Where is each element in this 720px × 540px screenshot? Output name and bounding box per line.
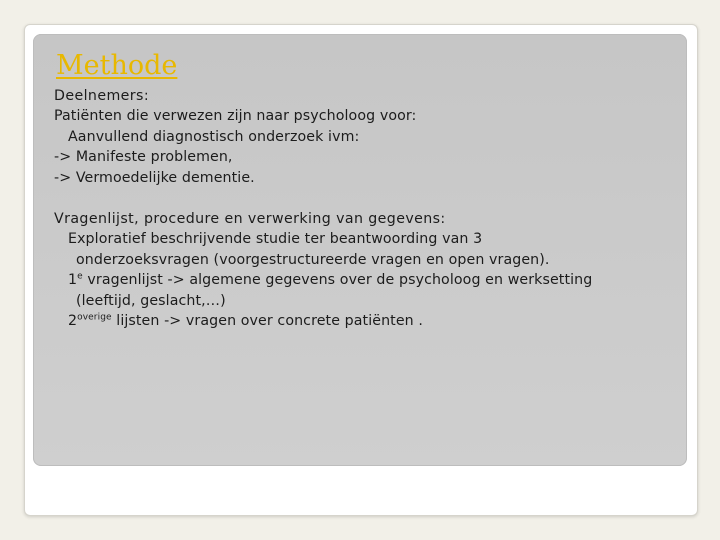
questionnaire-bullet-2 bbox=[54, 270, 684, 290]
slide-title-text: Methode bbox=[56, 50, 178, 81]
slide-title bbox=[56, 52, 177, 79]
bullet-3-sup: overige bbox=[77, 312, 112, 323]
section-heading-participants: Deelnemers: bbox=[54, 88, 149, 104]
participants-bullet-text: Aanvullend diagnostisch onderzoek ivm: bbox=[68, 128, 360, 145]
questionnaire-bullet-1-cont: onderzoeksvragen (voorgestructureerde vragen en open vragen). bbox=[76, 251, 550, 268]
participants-intro: Patiënten die verwezen zijn naar psycholoog voor: bbox=[54, 108, 417, 125]
questionnaire-bullet-3 bbox=[54, 311, 684, 331]
bullet-3-number: 2 bbox=[68, 313, 78, 330]
questionnaire-bullet-3-text: lijsten -> vragen over concrete patiënten . bbox=[111, 313, 423, 330]
questionnaire-bullet-2-cont: (leeftijd, geslacht,…) bbox=[76, 292, 226, 309]
bullet-2-sup: e bbox=[77, 271, 83, 282]
slide-body bbox=[54, 86, 684, 331]
questionnaire-bullet-2-text: vragenlijst -> algemene gegevens over de psycholoog en werksetting bbox=[82, 272, 593, 289]
participants-item-1: -> Manifeste problemen, bbox=[54, 149, 233, 166]
participants-item-2: -> Vermoedelijke dementie. bbox=[54, 169, 255, 186]
questionnaire-bullet-1-text: Exploratief beschrijvende studie ter beantwoording van 3 bbox=[68, 231, 483, 248]
questionnaire-bullet-1 bbox=[54, 229, 684, 249]
bullet-2-number: 1 bbox=[68, 272, 78, 289]
participants-bullet bbox=[54, 127, 684, 147]
section-heading-questionnaire: Vragenlijst, procedure en verwerking van gegevens: bbox=[54, 211, 446, 228]
